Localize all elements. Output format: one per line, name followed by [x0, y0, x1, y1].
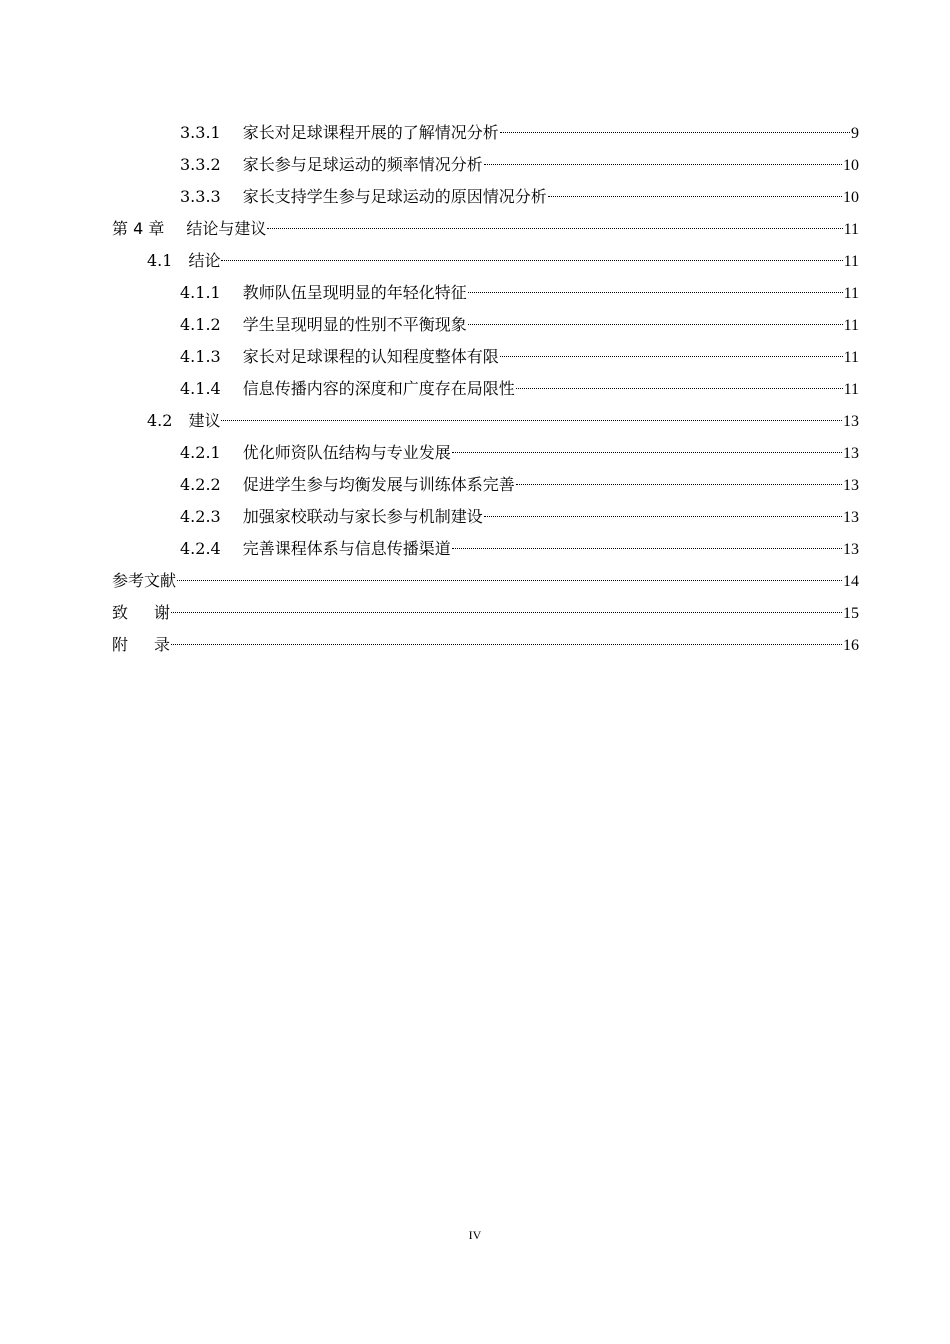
toc-leader-dots — [516, 387, 843, 389]
toc-entry-title: 家长对足球课程开展的了解情况分析 — [242, 123, 499, 142]
toc-leader-dots — [484, 163, 842, 165]
toc-leader-dots — [516, 483, 842, 485]
toc-entry-title: 家长参与足球运动的频率情况分析 — [242, 155, 483, 174]
toc-entry-number: 4.2.4 — [180, 539, 221, 558]
toc-entry-title: 结论与建议 — [186, 219, 267, 238]
toc-entry-title: 信息传播内容的深度和广度存在局限性 — [242, 379, 515, 398]
toc-leader-dots — [500, 131, 850, 133]
toc-entry-page: 10 — [843, 157, 859, 174]
toc-leader-dots — [548, 195, 842, 197]
toc-entry-page: 10 — [843, 189, 859, 206]
toc-entry-number: 3.3.3 — [180, 187, 221, 206]
toc-entry-number: 第 4 章 — [112, 219, 165, 238]
toc-entry[interactable] — [112, 309, 859, 341]
toc-entry-page: 15 — [843, 605, 859, 622]
toc-entry[interactable] — [112, 181, 859, 213]
toc-entry[interactable] — [112, 213, 859, 245]
toc-entry-title: 家长对足球课程的认知程度整体有限 — [242, 347, 499, 366]
toc-entry[interactable] — [112, 533, 859, 565]
toc-entry-page: 11 — [843, 381, 859, 398]
toc-entry-title: 加强家校联动与家长参与机制建设 — [242, 507, 483, 526]
page-number: IV — [468, 1228, 482, 1242]
toc-entry-number: 3.3.1 — [180, 123, 221, 142]
toc-entry-page: 16 — [843, 637, 859, 654]
toc-entry[interactable] — [112, 469, 859, 501]
toc-leader-dots — [267, 227, 842, 229]
toc-entry-number: 3.3.2 — [180, 155, 221, 174]
toc-leader-dots — [171, 611, 842, 613]
toc-entry[interactable] — [112, 373, 859, 405]
toc-entry-page: 11 — [843, 285, 859, 302]
toc-entry-title: 优化师资队伍结构与专业发展 — [242, 443, 451, 462]
toc-entry-number: 4.1.3 — [180, 347, 221, 366]
toc-entry-page: 13 — [843, 509, 859, 526]
toc-entry-title: 学生呈现明显的性别不平衡现象 — [242, 315, 467, 334]
toc-entry-title: 参考文献 — [112, 571, 177, 590]
toc-entry[interactable] — [112, 405, 859, 437]
toc-leader-dots — [484, 515, 842, 517]
toc-entry-title: 附录 — [112, 635, 197, 654]
toc-leader-dots — [177, 579, 842, 581]
toc-leader-dots — [500, 355, 843, 357]
toc-entry-page: 11 — [843, 317, 859, 334]
toc-entry-page: 13 — [843, 477, 859, 494]
toc-entry-title: 致谢 — [112, 603, 197, 622]
toc-entry-page: 11 — [843, 253, 859, 270]
toc-entry[interactable] — [112, 117, 859, 149]
toc-entry[interactable] — [112, 341, 859, 373]
toc-entry-page: 13 — [843, 413, 859, 430]
toc-entry-page: 11 — [843, 349, 859, 366]
toc-leader-dots — [221, 259, 842, 261]
toc-leader-dots — [221, 419, 842, 421]
toc-entry-number: 4.1 — [147, 251, 173, 270]
toc-leader-dots — [468, 323, 843, 325]
toc-leader-dots — [452, 547, 842, 549]
toc-entry-number: 4.2.1 — [180, 443, 221, 462]
toc-entry-title: 教师队伍呈现明显的年轻化特征 — [242, 283, 467, 302]
toc-entry-title: 建议 — [188, 411, 221, 430]
toc-entry-page: 14 — [843, 573, 859, 590]
toc-entry-number: 4.1.4 — [180, 379, 221, 398]
toc-entry[interactable] — [112, 277, 859, 309]
toc-entry-title: 促进学生参与均衡发展与训练体系完善 — [242, 475, 515, 494]
toc-entry-title: 结论 — [188, 251, 221, 270]
toc-entry[interactable] — [112, 245, 859, 277]
toc-entry-title: 完善课程体系与信息传播渠道 — [242, 539, 451, 558]
toc-entry[interactable] — [112, 501, 859, 533]
toc-entry[interactable] — [112, 597, 859, 629]
toc-entry-number: 4.1.2 — [180, 315, 221, 334]
toc-entry-number: 4.2 — [147, 411, 173, 430]
toc-leader-dots — [171, 643, 842, 645]
toc-entry[interactable] — [112, 437, 859, 469]
toc-entry-page: 9 — [851, 125, 859, 142]
toc-entry-page: 13 — [843, 541, 859, 558]
toc-entry[interactable] — [112, 565, 859, 597]
toc-entry-number: 4.2.3 — [180, 507, 221, 526]
toc-entry[interactable] — [112, 629, 859, 661]
toc-entry-page: 11 — [843, 221, 859, 238]
toc-entry-page: 13 — [843, 445, 859, 462]
toc-entry-title: 家长支持学生参与足球运动的原因情况分析 — [242, 187, 547, 206]
toc-leader-dots — [452, 451, 842, 453]
toc-entry-number: 4.1.1 — [180, 283, 221, 302]
table-of-contents — [112, 117, 859, 661]
toc-entry[interactable] — [112, 149, 859, 181]
toc-leader-dots — [468, 291, 843, 293]
toc-entry-number: 4.2.2 — [180, 475, 221, 494]
